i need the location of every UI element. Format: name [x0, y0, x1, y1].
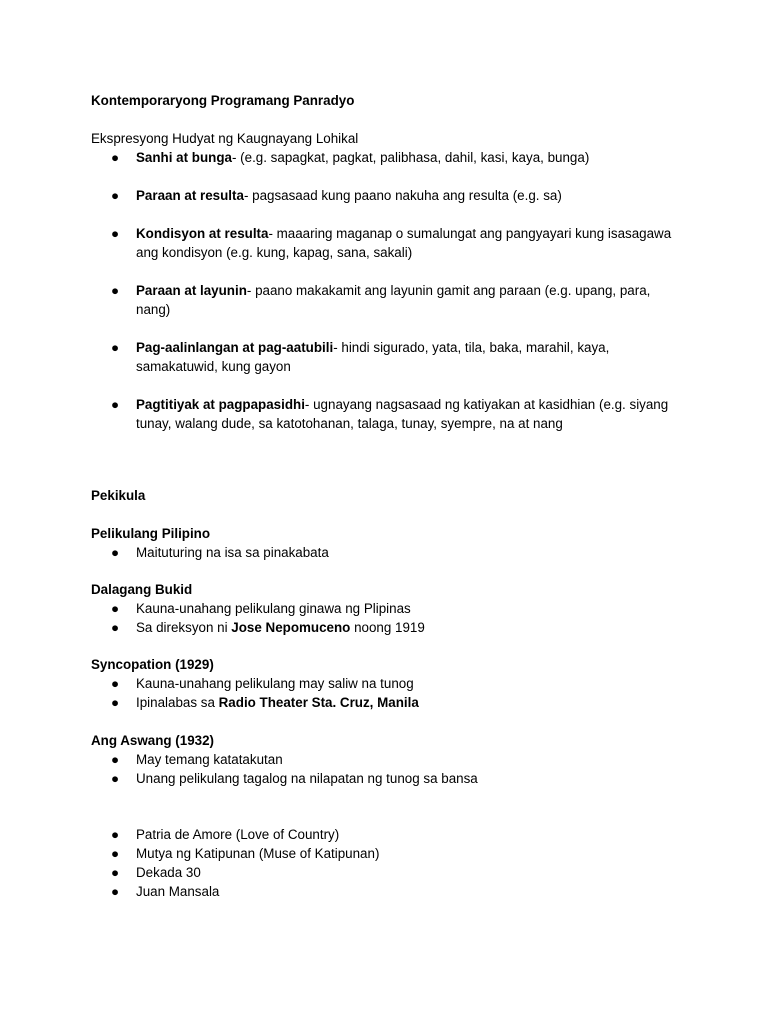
bullet-icon: ● [111, 827, 120, 842]
bullet-icon: ● [111, 601, 120, 616]
bullet-icon: ● [111, 884, 120, 899]
group-list [91, 674, 681, 712]
item-text: Maituturing na isa sa pinakabata [136, 545, 329, 560]
list-item [91, 338, 681, 376]
list-item [91, 599, 681, 618]
item-desc: - hindi sigurado, yata, tila, baka, marahil, kaya, samakatuwid, kung gayon [136, 340, 610, 374]
films-list [91, 825, 681, 901]
item-desc: - maaaring maganap o sumalungat ang pangyayari kung isasagawa ang kondisyon (e.g. kung, kapag, sana, sakali) [136, 226, 672, 260]
bullet-icon: ● [111, 676, 120, 691]
list-item [91, 148, 681, 167]
item-bold-text: Jose Nepomuceno [231, 620, 351, 635]
item-bold-text: Radio Theater Sta. Cruz, Manila [218, 695, 419, 710]
group-heading-ang-aswang: Ang Aswang (1932) [91, 733, 215, 748]
group-list [91, 543, 681, 562]
list-item [91, 863, 681, 882]
item-term: Kondisyon at resulta [136, 226, 269, 241]
bullet-icon: ● [111, 695, 120, 710]
item-desc: - ugnayang nagsasaad ng katiyakan at kasidhian (e.g. siyang tunay, walang dude, sa katotohanan, talaga, tunay, syempre, na at nang [136, 397, 669, 431]
list-item [91, 186, 681, 205]
bullet-icon: ● [111, 865, 120, 880]
item-term: Sanhi at bunga [136, 150, 232, 165]
list-item [91, 693, 681, 712]
group-heading-syncopation: Syncopation (1929) [91, 657, 214, 672]
item-term: Paraan at resulta [136, 188, 244, 203]
bullet-icon: ● [111, 188, 120, 203]
section-title-pekikula: Pekikula [91, 488, 146, 503]
item-text: May temang katatakutan [136, 752, 283, 767]
item-desc: - pagsasaad kung paano nakuha ang resulta (e.g. sa) [243, 188, 562, 203]
bullet-icon: ● [111, 150, 120, 165]
bullet-icon: ● [111, 397, 120, 412]
item-term: Paraan at layunin [136, 283, 247, 298]
bullet-icon: ● [111, 340, 120, 355]
list-item [91, 844, 681, 863]
item-text: Kauna-unahang pelikulang may saliw na tunog [136, 676, 414, 691]
bullet-icon: ● [111, 283, 120, 298]
bullet-icon: ● [111, 771, 120, 786]
item-text: Ipinalabas sa [136, 695, 219, 710]
list-item [91, 395, 681, 433]
item-text-after: noong 1919 [350, 620, 425, 635]
item-text: Juan Mansala [136, 884, 220, 899]
group-list [91, 750, 681, 788]
list-item [91, 882, 681, 901]
list-item [91, 750, 681, 769]
list-item [91, 674, 681, 693]
section-subtitle-ekspresyong: Ekspresyong Hudyat ng Kaugnayang Lohikal [91, 131, 359, 146]
section-title-panradyo: Kontemporaryong Programang Panradyo [91, 93, 355, 108]
item-text: Unang pelikulang tagalog na nilapatan ng tunog sa bansa [136, 771, 478, 786]
item-text: Sa direksyon ni [136, 620, 232, 635]
item-desc: - paano makakamit ang layunin gamit ang paraan (e.g. upang, para, nang) [136, 283, 651, 317]
bullet-icon: ● [111, 226, 120, 241]
list-item [91, 825, 681, 844]
bullet-icon: ● [111, 545, 120, 560]
item-text: Mutya ng Katipunan (Muse of Katipunan) [136, 846, 380, 861]
list-item [91, 224, 681, 262]
bullet-icon: ● [111, 846, 120, 861]
bullet-icon: ● [111, 752, 120, 767]
item-desc: - (e.g. sapagkat, pagkat, palibhasa, dahil, kasi, kaya, bunga) [231, 150, 590, 165]
logical-relations-list [91, 148, 681, 433]
item-text: Kauna-unahang pelikulang ginawa ng Plipinas [136, 601, 411, 616]
list-item [91, 281, 681, 319]
list-item [91, 543, 681, 562]
group-heading-pelikulang-pilipino: Pelikulang Pilipino [91, 526, 211, 541]
item-term: Pag-aalinlangan at pag-aatubili [136, 340, 334, 355]
item-text: Patria de Amore (Love of Country) [136, 827, 340, 842]
item-text: Dekada 30 [136, 865, 201, 880]
bullet-icon: ● [111, 620, 120, 635]
group-list [91, 599, 681, 637]
item-term: Pagtitiyak at pagpapasidhi [136, 397, 305, 412]
list-item [91, 769, 681, 788]
list-item [91, 618, 681, 637]
group-heading-dalagang-bukid: Dalagang Bukid [91, 582, 193, 597]
